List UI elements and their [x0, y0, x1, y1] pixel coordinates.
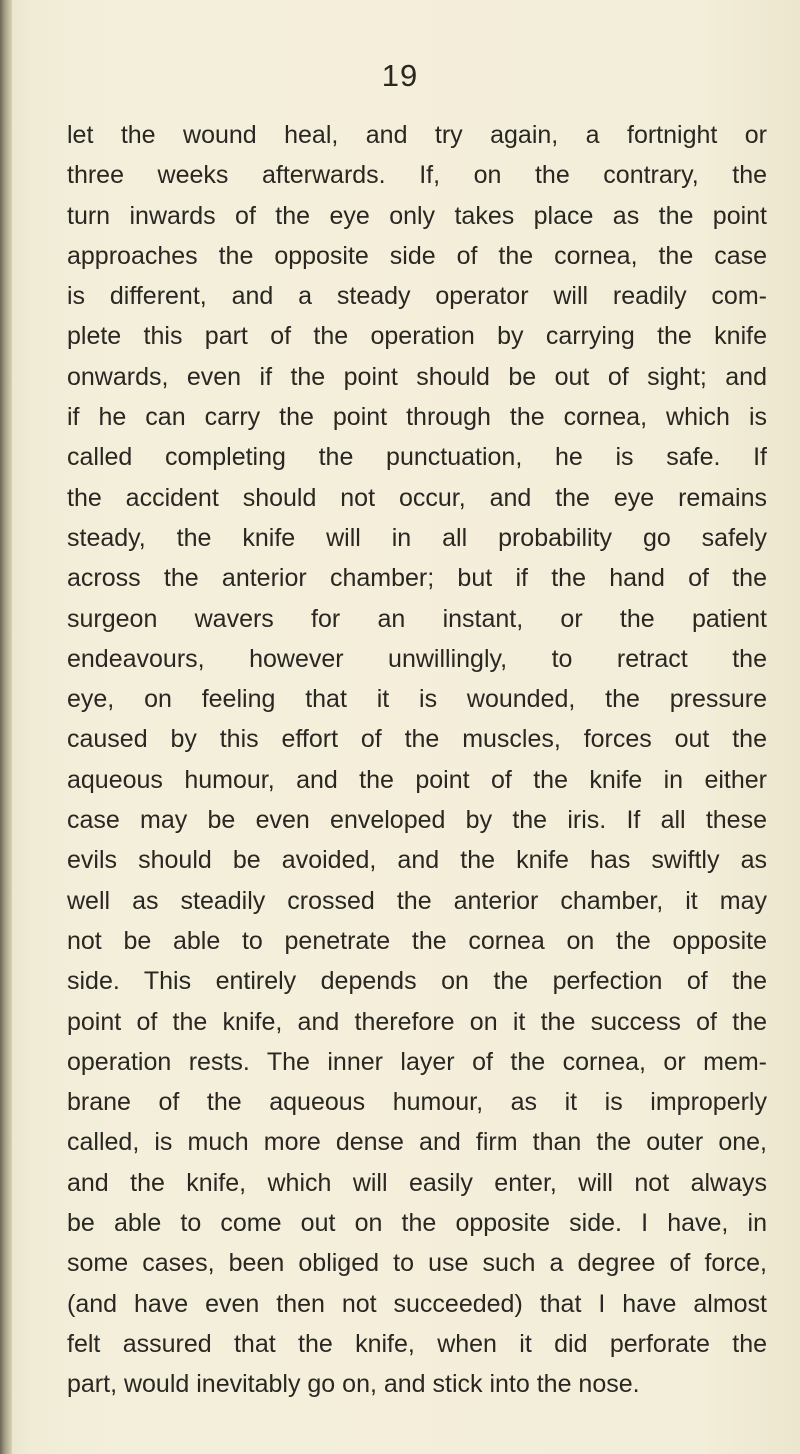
text-line: be able to come out on the opposite side. I have, in [67, 1209, 767, 1238]
text-line: well as steadily crossed the anterior chamber, it may [67, 886, 767, 915]
text-line: side. This entirely depends on the perfection of the [67, 967, 767, 996]
text-line: not be able to penetrate the cornea on the opposite [67, 926, 767, 955]
text-line: operation rests. The inner layer of the cornea, or mem- [67, 1047, 767, 1076]
text-line: if he can carry the point through the cornea, which is [67, 403, 767, 432]
text-line: surgeon wavers for an instant, or the patient [67, 604, 767, 633]
text-line: three weeks afterwards. If, on the contrary, the [67, 161, 767, 190]
text-line: and the knife, which will easily enter, will not always [67, 1168, 767, 1197]
text-line: aqueous humour, and the point of the knife in either [67, 765, 767, 794]
text-line: plete this part of the operation by carrying the knife [67, 322, 767, 351]
text-line: endeavours, however unwillingly, to retract the [67, 644, 767, 673]
text-line: eye, on feeling that it is wounded, the pressure [67, 685, 767, 714]
text-line: point of the knife, and therefore on it the success of the [67, 1007, 767, 1036]
page-binding-edge [0, 0, 12, 1454]
text-line: some cases, been obliged to use such a degree of force, [67, 1249, 767, 1278]
text-line: felt assured that the knife, when it did perforate the [67, 1329, 767, 1358]
text-line: called, is much more dense and firm than the outer one, [67, 1128, 767, 1157]
text-line: caused by this effort of the muscles, forces out the [67, 725, 767, 754]
text-line: evils should be avoided, and the knife has swiftly as [67, 846, 767, 875]
text-line: across the anterior chamber; but if the hand of the [67, 564, 767, 593]
body-text [67, 115, 767, 1405]
text-line: the accident should not occur, and the eye remains [67, 483, 767, 512]
text-line: approaches the opposite side of the cornea, the case [67, 241, 767, 270]
text-line: steady, the knife will in all probability go safely [67, 523, 767, 552]
text-line: called completing the punctuation, he is safe. If [67, 443, 767, 472]
text-line: part, would inevitably go on, and stick into the nose. [67, 1370, 640, 1399]
text-line: is different, and a steady operator will readily com- [67, 282, 767, 311]
page-number: 19 [381, 58, 419, 93]
text-line: let the wound heal, and try again, a fortnight or [67, 121, 767, 149]
text-line: case may be even enveloped by the iris. If all these [67, 806, 767, 835]
text-line: onwards, even if the point should be out of sight; and [67, 362, 767, 391]
text-line: turn inwards of the eye only takes place as the point [67, 201, 767, 230]
text-line: (and have even then not succeeded) that I have almost [67, 1289, 767, 1318]
text-line: brane of the aqueous humour, as it is improperly [67, 1088, 767, 1117]
